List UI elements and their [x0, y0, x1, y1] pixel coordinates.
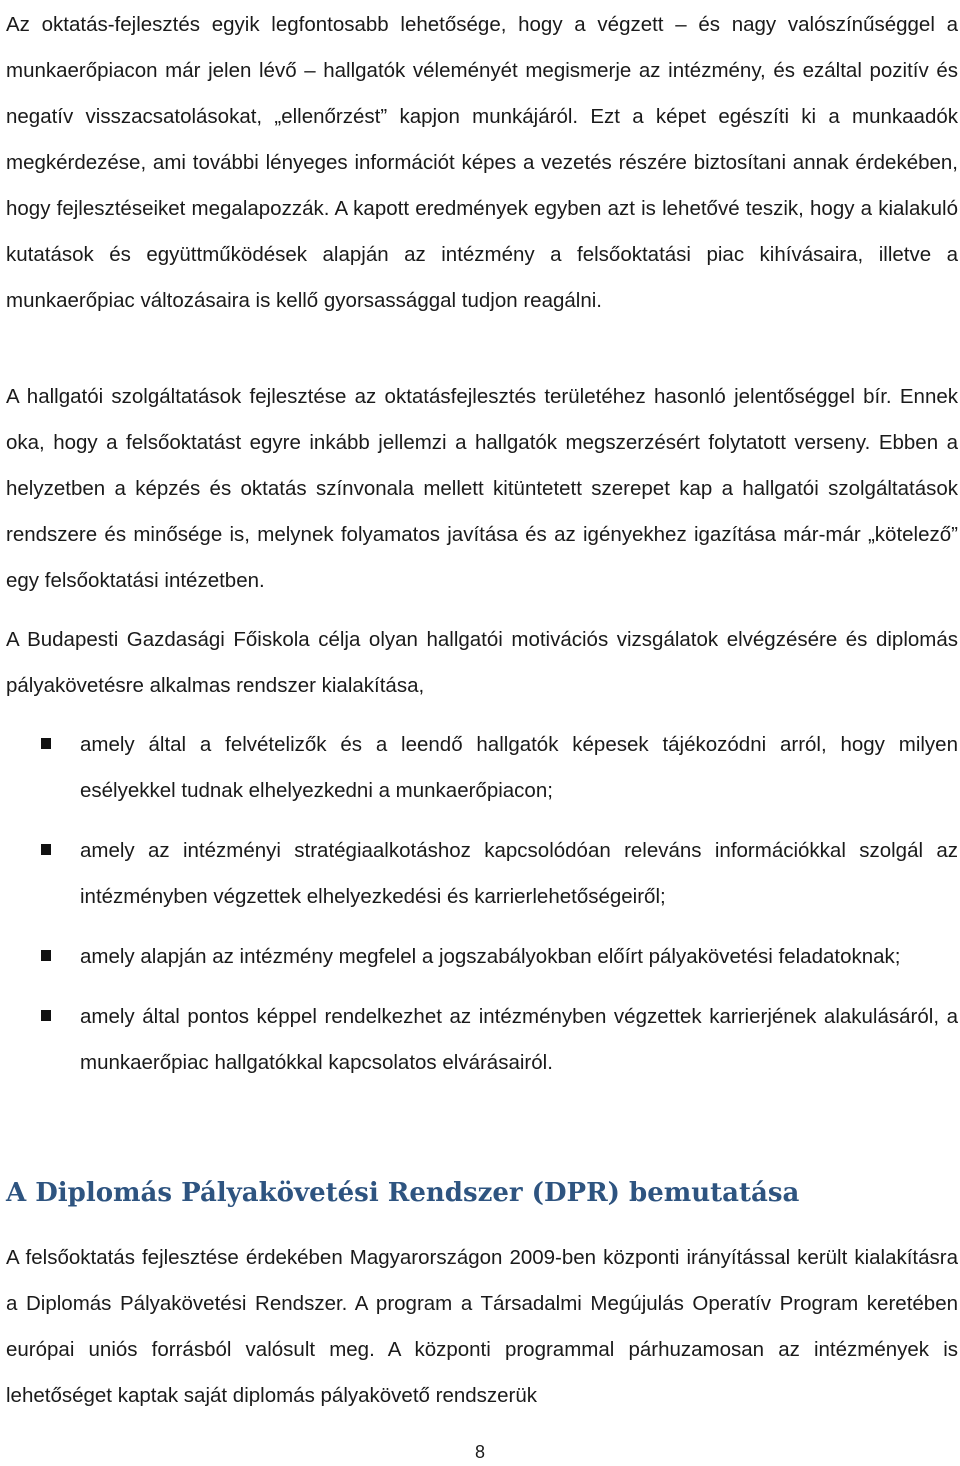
paragraph-oktatas-fejlesztes: Az oktatás-fejlesztés egyik legfontosabb lehetősége, hogy a végzett – és nagy valószínűséggel a munkaerőpiacon már jelen lévő – hallgatók véleményét megismerje az intézmény, és ezáltal pozitív és negatív visszacsatolásokat, „ellenőrzést” kapjon munkájáról. Ezt a képet egészíti ki a munkaadók megkérdezése, ami további lényeges információt képes a vezetés részére biztosítani annak érdekében, hogy fejlesztéseiket megalapozzák. A kapott eredmények egyben azt is lehetővé teszik, hogy a kialakuló kutatások és együttműködések alapján az intézmény a felsőoktatási piac kihívásaira, illetve a munkaerőpiac változásaira is kellő gyorsassággal tudjon reagálni.	[6, 13, 958, 312]
list-item	[0, 828, 958, 920]
paragraph-dpr-bemutatasa: A felsőoktatás fejlesztése érdekében Magyarországon 2009-ben központi irányítással került kialakításra a Diplomás Pályakövetési Rendszer. A program a Társadalmi Megújulás Operatív Program keretében európai uniós forrásból valósult meg. A központi programmal párhuzamosan az intézmények is lehetőséget kaptak saját diplomás pályakövető rendszerük	[6, 1246, 958, 1407]
square-bullet-icon	[41, 844, 51, 855]
page-number: 8	[474, 1442, 485, 1462]
list-item-text: amely az intézményi stratégiaalkotáshoz kapcsolódóan releváns információkkal szolgál az intézményben végzettek elhelyezkedési és karrierlehetőségeiről;	[80, 839, 958, 908]
list-item-text: amely alapján az intézmény megfelel a jogszabályokban előírt pályakövetési feladatoknak;	[80, 945, 901, 968]
list-item	[0, 934, 958, 980]
paragraph-bgf-celja: A Budapesti Gazdasági Főiskola célja olyan hallgatói motivációs vizsgálatok elvégzésére és diplomás pályakövetésre alkalmas rendszer kialakítása,	[6, 628, 958, 697]
square-bullet-icon	[41, 738, 51, 749]
list-item	[0, 722, 958, 814]
goal-bullet-list	[0, 722, 960, 1086]
paragraph-hallgatoi-szolgaltatasok: A hallgatói szolgáltatások fejlesztése az oktatásfejlesztés területéhez hasonló jelentőséggel bír. Ennek oka, hogy a felsőoktatást egyre inkább jellemzi a hallgatók megszerzésért folytatott verseny. Ebben a helyzetben a képzés és oktatás színvonala mellett kitüntetett szerepet kap a hallgatói szolgáltatások rendszere és minősége is, melynek folyamatos javítása és az igényekhez igazítása már-már „kötelező” egy felsőoktatási intézetben.	[6, 385, 958, 592]
list-item-text: amely által a felvételizők és a leendő hallgatók képesek tájékozódni arról, hogy milyen esélyekkel tudnak elhelyezkedni a munkaerőpiacon;	[80, 733, 958, 802]
section-heading: A Diplomás Pályakövetési Rendszer (DPR) bemutatása	[6, 1178, 800, 1208]
list-item	[0, 994, 958, 1086]
list-item-text: amely által pontos képpel rendelkezhet az intézményben végzettek karrierjének alakulásáról, a munkaerőpiac hallgatókkal kapcsolatos elvárásairól.	[80, 1005, 958, 1074]
square-bullet-icon	[41, 1010, 51, 1021]
square-bullet-icon	[41, 950, 51, 961]
